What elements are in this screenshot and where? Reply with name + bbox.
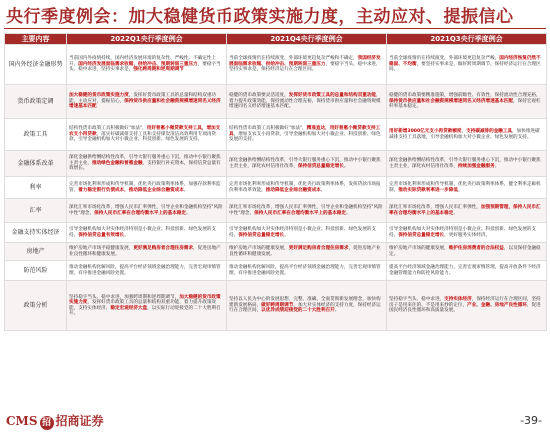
highlight-text: 产业、金融、房地产良性循环 <box>467 302 527 308</box>
highlight-text: 用好普惠小微贷款支持工具，增加支农支小再贷款 <box>69 126 221 137</box>
table-cell <box>227 151 387 177</box>
cell-text: 。 <box>345 210 351 216</box>
table-row <box>5 199 547 223</box>
table-row <box>5 243 547 261</box>
cell-text: 。 <box>284 232 289 238</box>
cell-text: 当前全球疫情仍在持续演变，外部环境更趋复杂严峻， <box>389 56 500 62</box>
page-title: 央行季度例会：加大稳健货币政策实施力度，主动应对、提振信心 <box>6 7 514 27</box>
cell-text: 引导金融机构加大对实体经济特别是小微企业、科技创新、绿色发展的支持， <box>229 227 377 238</box>
cell-text: ，要稳字当头、稳中求进，坚持实事求是，保持经济运行在合理区间。 <box>229 61 381 73</box>
logo-brand-text: 招商证券 <box>55 414 104 428</box>
cell-text: 。 <box>320 187 326 193</box>
row-label: 国内外经济金融形势 <box>5 45 67 85</box>
table-cell <box>227 177 387 199</box>
cell-text: 提高平台经济领域金融治理能力，完善宏观审慎管理，提高开放条件下经济金融管理能力和防控风险能力。 <box>389 265 541 276</box>
table-row <box>5 119 547 151</box>
highlight-text: 以优异成绩迎接党的二十大胜利召开 <box>261 308 335 314</box>
cell-text: ，以实际行动迎接党的二十大胜利召开。 <box>69 305 221 316</box>
highlight-text: 加强预期管理，保持人民币汇率在合理均衡水平上的基本稳定 <box>389 205 541 216</box>
table-row <box>5 45 547 85</box>
highlight-text: 推动绿色金融和普惠金融 <box>91 160 143 166</box>
highlight-text: 保持人民币汇率在合理均衡水平上的基本稳定 <box>254 210 346 216</box>
cell-text: 当前国内外疫情持续，国内经济发展环境的复杂性、严峻性、不确定性上升， <box>69 56 217 67</box>
highlight-text: 发挥好货币政策工具的总量和结构双重功能 <box>288 93 377 99</box>
highlight-text: 保持货币供应量和社会融资规模增速同名义经济增速基本匹配 <box>389 98 514 104</box>
table-row <box>5 223 547 243</box>
cell-text: ，促进国民经济良性循环和高质量发展。 <box>389 302 541 314</box>
table-cell <box>67 281 227 331</box>
table-row <box>5 85 547 119</box>
table-cell <box>387 243 547 261</box>
cell-text: 当前全球疫情仍在持续演变，外部环境更趋复杂严峻和不确定， <box>229 56 358 62</box>
highlight-text: 支持实体经济 <box>444 297 472 303</box>
cell-text: 坚持稳字当头、稳中求进， <box>389 297 445 303</box>
cell-text: ，着力提升政策效能，保持流动性合理充裕，保持货币供应量和社会融资规模增速同名义经济增速基本匹配。 <box>229 93 381 110</box>
cell-text: 深化汇率市场化改革，增强人民币汇率弹性， <box>389 205 481 211</box>
highlight-text: 用好新增3000亿元支小再贷款额度 <box>389 129 462 135</box>
row-label: 金融体系改革 <box>5 151 67 177</box>
cell-text: 坚持以人民为中心的发展思想，完整、准确、全面贯彻新发展理念，加快构建新发展格局， <box>229 297 381 308</box>
cell-text: ，以及保持金融稳定。 <box>389 246 541 257</box>
highlight-text: 保持信贷总量有效增长 <box>78 232 125 238</box>
column-header: 主要内容 <box>5 34 67 45</box>
highlight-text: 我国经济发展面临需求收缩、供给冲击、预期转弱三重压力 <box>229 56 381 67</box>
highlight-text: 做好跨周期调节 <box>261 302 294 308</box>
cell-text: 。 <box>457 187 463 193</box>
highlight-text: 稳定宏观经济大盘 <box>110 305 148 311</box>
highlight-text: 加大稳健的货币政策实施力度 <box>69 294 221 306</box>
column-header: 2021Q4央行季度例会 <box>227 34 387 45</box>
table-row <box>5 281 547 331</box>
table-cell <box>387 281 547 331</box>
table-row <box>5 177 547 199</box>
table-cell <box>387 45 547 85</box>
cell-text: ， <box>461 129 467 135</box>
highlight-text: 推动实际贷款利率进一步降低 <box>398 187 458 193</box>
highlight-text: 保持人民币汇率在合理均衡水平上的基本稳定 <box>94 210 186 216</box>
highlight-text: 维护住房消费者的合法权益 <box>448 246 504 252</box>
table-cell <box>227 199 387 223</box>
table-cell <box>67 261 227 281</box>
cell-text: ，支持银行补充资本，保持信贷总量有效增长。 <box>69 160 221 172</box>
cell-text: 。 <box>334 308 340 314</box>
table-cell <box>67 45 227 85</box>
cell-text: 深化汇率市场化改革，增强人民币汇率弹性，引导企业和金融机构坚持"风险中性"理念， <box>69 205 223 216</box>
highlight-text: 国内经济恢复仍然不稳固、不均衡 <box>389 56 541 67</box>
cell-text: 稳健的货币政策要灵活适度， <box>229 93 289 99</box>
table-row <box>5 151 547 177</box>
cms-logo <box>6 412 104 430</box>
cell-text: 深化金融供给侧结构性改革，引导大银行服务重心下沉，推动中小银行聚焦主责主业，深化农村信用社改革， <box>229 158 381 169</box>
table-cell <box>227 243 387 261</box>
highlight-text: 保持信贷总量稳定增长 <box>297 163 344 169</box>
table-cell <box>387 85 547 119</box>
cell-text: ，促进房地产业良性循环和健康发展。 <box>69 246 221 257</box>
highlight-text: 推动降低企业综合融资成本 <box>265 187 321 193</box>
cell-text: 结构性货币政策工具积极做好"加法"， <box>229 126 307 132</box>
column-header: 2022Q1央行季度例会 <box>67 34 227 45</box>
table-cell <box>227 119 387 151</box>
highlight-text: 国内经济发展面临需求收缩、供给冲击、预期转弱三重压力 <box>78 61 198 67</box>
table-cell <box>227 281 387 331</box>
cell-text: 完善市场化利率形成和传导机制，优化央行政策利率体系，加强存款利率监管， <box>69 182 221 193</box>
table-cell <box>387 177 547 199</box>
table-cell <box>67 199 227 223</box>
cell-text: ，发挥好货币政策工具的总量和结构双重功能，着力提升政策效能，支持实体经济， <box>69 300 217 311</box>
cell-text: 维护房地产市场的健康发展， <box>389 246 449 252</box>
cell-text: 。 <box>343 163 349 169</box>
cell-text: 深化金融供给侧结构性改革，引导大银行服务重心下沉，推动中小银行聚焦主责主业，深化农村信用社改革， <box>389 158 541 169</box>
column-header: 2021Q3央行季度例会 <box>387 34 547 45</box>
cell-text: 。 <box>453 210 458 216</box>
row-label: 汇率 <box>5 199 67 223</box>
table-cell <box>387 199 547 223</box>
logo-mark-icon: 招 <box>40 416 54 430</box>
row-label: 房地产 <box>5 243 67 261</box>
cell-text: ，要坚持实事求是，做好跨周期调节，保持经济运行在合理区间。 <box>389 61 541 73</box>
table-cell <box>67 223 227 243</box>
cell-text: 。 <box>183 187 189 193</box>
table-cell <box>387 151 547 177</box>
cell-text: 。 <box>124 232 129 238</box>
page-number: -39- <box>520 414 542 427</box>
cell-text: ，要稳字当头、稳中求进，坚持实事求是， <box>69 61 221 73</box>
logo-cms-text: CMS <box>6 414 38 428</box>
highlight-text: 支持碳减排的金融工具 <box>466 129 513 135</box>
highlight-text: 加大稳健的货币政策实施力度 <box>69 93 129 99</box>
cell-text: 维护房地产市场的健康发展， <box>229 246 289 252</box>
highlight-text: 更好满足购房者合理住房需求 <box>288 246 349 252</box>
row-label: 货币政策定调 <box>5 85 67 119</box>
cell-text: 推动金融机构化解风险，提高平台经济领域金融治理能力，完善宏观审慎管理，有序推进金融风险处置。 <box>229 265 381 276</box>
highlight-text: 持续加强金融服务 <box>457 163 495 169</box>
cell-text: ，落实好碳减排支持工具和支持煤炭清洁高效利用专项再贷款，引导金融机构加大对小微企业、科技创新、绿色发展的支持。 <box>69 131 217 143</box>
row-label: 利率 <box>5 177 67 199</box>
table-cell <box>387 223 547 243</box>
cell-text: ，加快推进碳减排支持工具落地，引导金融机构加大对小微企业、绿色发展的支持。 <box>389 129 540 140</box>
cell-text: 坚持稳字当头、稳中求进，加强跨周期和逆周期调节， <box>69 294 180 300</box>
table-cell <box>387 119 547 151</box>
row-label: 防范风险 <box>5 261 67 281</box>
cell-text: 。 <box>185 210 191 216</box>
cell-text: ，增加支农支小再贷款，引导金融机构加大对小微企业、科技创新、绿色发展的支持。 <box>229 131 381 143</box>
table-cell <box>227 223 387 243</box>
table-cell <box>67 243 227 261</box>
highlight-text: 保持货币供应量和社会融资规模增速同名义经济增速基本匹配 <box>69 98 221 110</box>
cell-text: ，促进房地产业良性循环和健康发展。 <box>229 246 381 257</box>
row-label: 政策分析 <box>5 281 67 331</box>
cell-text: 引导金融机构加大对实体经济特别是小微企业、科技创新、绿色发展的支持， <box>69 227 217 238</box>
highlight-text: 保持信贷总量稳定增长 <box>238 232 285 238</box>
table-header-row <box>5 34 547 45</box>
cell-text: ，更好服务实体经济。 <box>444 232 491 238</box>
cell-text: 引导金融机构加大对实体经济特别是小微企业、科技创新、绿色发展的支持， <box>389 227 537 238</box>
table-cell <box>67 85 227 119</box>
table-cell <box>387 261 547 281</box>
cell-text: 推动金融机构化解风险，提高平台经济领域金融治理能力，完善宏观审慎管理，有序推进金融风险处置。 <box>69 265 221 276</box>
cell-text: ，保持经济运行在合理区间，坚持房子是用来住的、不是用来炒的定位， <box>389 297 541 308</box>
table-cell <box>67 119 227 151</box>
title-rule <box>4 28 546 29</box>
table-cell <box>227 45 387 85</box>
comparison-table <box>4 33 547 331</box>
cell-text: 维护房地产市场平稳健康发展， <box>69 246 134 252</box>
table-row <box>5 261 547 281</box>
table-cell <box>227 85 387 119</box>
table-cell <box>227 261 387 281</box>
cell-text: 完善市场化利率形成和传导机制，优化央行政策利率体系，发挥贷款市场报价利率改革效能， <box>229 182 381 193</box>
highlight-text: 更好满足购房者合理住房需求 <box>133 246 194 252</box>
cell-text: ，保持宏观杠杆率基本稳定。 <box>389 98 541 110</box>
table-cell <box>67 177 227 199</box>
highlight-text: 着力稳定银行负债成本，推动降低企业综合融资成本 <box>78 187 184 193</box>
table-cell <box>67 151 227 177</box>
highlight-text: 强化跨周期和逆周期调节 <box>133 67 184 73</box>
cell-text: ，加大对实体经济的支持力度，保持经济运行在合理区间， <box>229 302 381 314</box>
cell-text: 深化汇率市场化改革，增强人民币汇率弹性，引导企业和金融机构坚持"风险中性"理念， <box>229 205 383 216</box>
cell-text: 深化金融供给侧结构性改革，引导大银行服务重心下沉，推动中小银行聚焦主责主业， <box>69 155 221 166</box>
row-label: 金融支持实体经济 <box>5 223 67 243</box>
cell-text: ，发挥好货币政策工具的总量和结构双重功能，主动应对，提振信心， <box>69 93 217 104</box>
cell-text: 完善市场化利率形成和传导机制，优化央行政策利率体系，健全利率走廊机制， <box>389 182 541 193</box>
highlight-text: 保持信贷总量稳定增长 <box>398 232 445 238</box>
row-label: 政策工具 <box>5 119 67 151</box>
cell-text: 结构性货币政策工具积极做好"加法"， <box>69 126 147 132</box>
cell-text: 稳健的货币政策要精准施策，增强前瞻性、有效性，保持流动性合理充裕， <box>389 93 541 99</box>
cell-text: 。 <box>494 163 500 169</box>
highlight-text: 精准直达，用好普惠小微贷款支持工具 <box>229 126 381 137</box>
